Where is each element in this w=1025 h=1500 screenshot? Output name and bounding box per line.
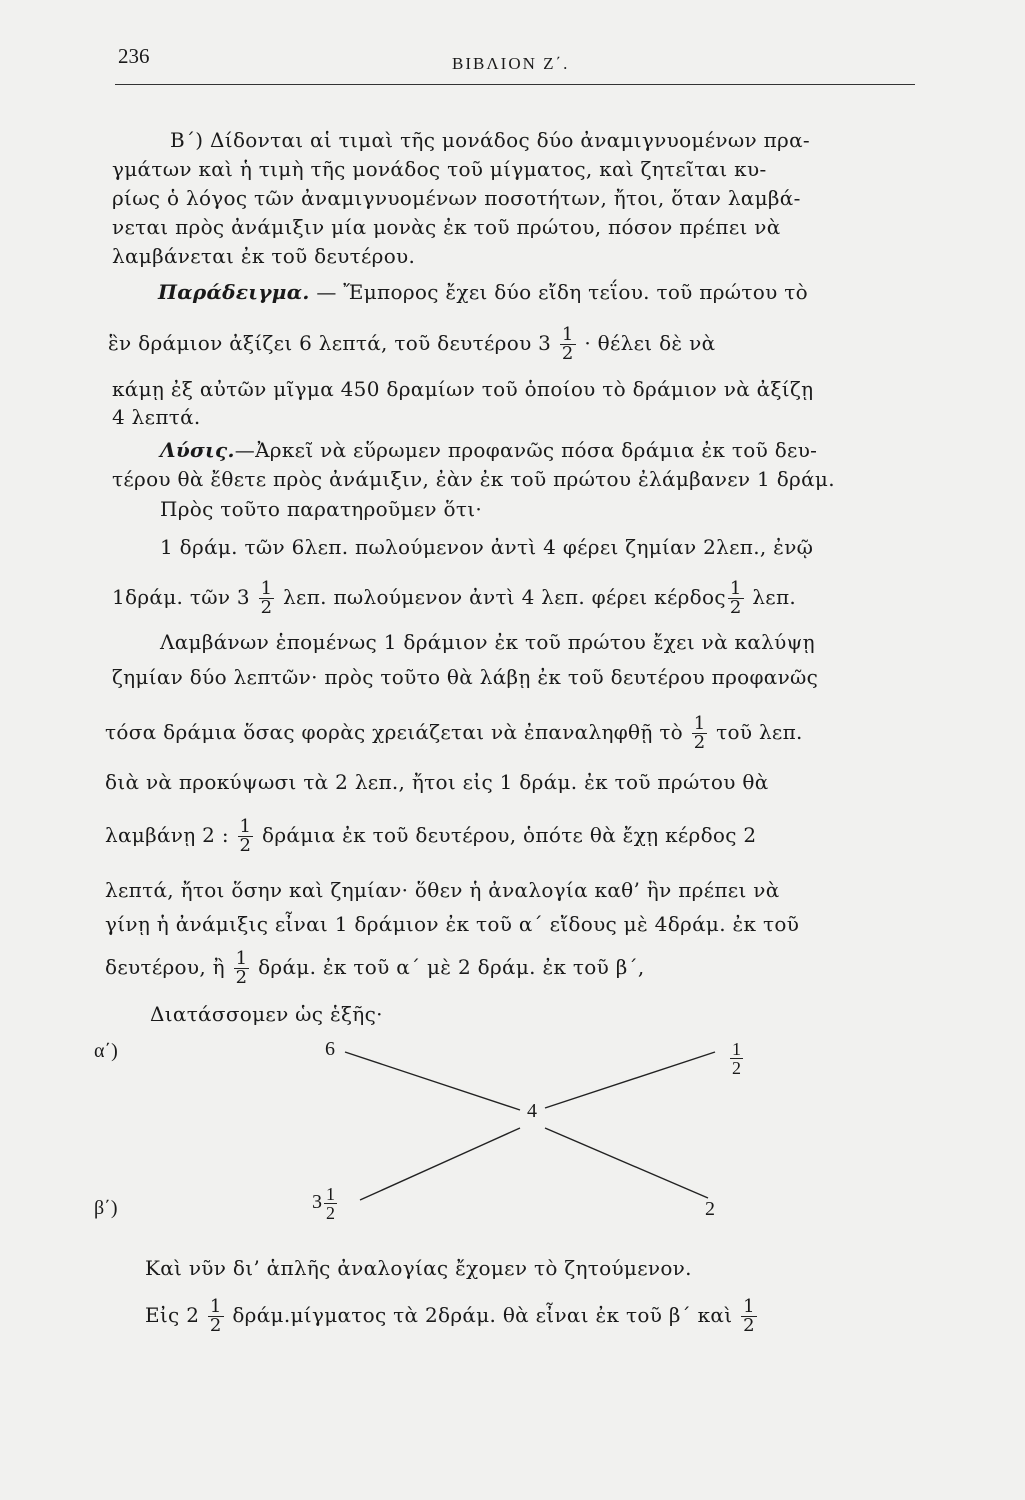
example-text: ἓν δράμιον ἀξίζει 6 λεπτά, τοῦ δευτέρου 3 <box>108 331 552 355</box>
fraction-half: $\frac{1}{2}$ <box>235 948 248 988</box>
closing-line: Καὶ νῦν δι’ ἁπλῆς ἀναλογίας ἔχομεν τὸ ζητούμενον. <box>145 1256 692 1280</box>
diagram-row-b-label: β΄) <box>94 1197 118 1219</box>
fraction-half: $\frac{1}{2}$ <box>693 713 706 753</box>
fraction-half: $\frac{1}{2}$ <box>732 1039 741 1078</box>
text-line: ρίως ὁ λόγος τῶν ἀναμιγνυομένων ποσοτήτων, ἤτοι, ὅταν λαμβά- <box>112 186 801 210</box>
solution-line: γίνῃ ἡ ἀνάμιξις εἶναι 1 δράμιον ἐκ τοῦ α΄ εἴδους μὲ 4δράμ. ἐκ τοῦ <box>105 912 800 936</box>
fraction-half: $\frac{1}{2}$ <box>260 578 273 618</box>
diagram-row-a-label: α΄) <box>94 1040 118 1062</box>
fraction-half: $\frac{1}{2}$ <box>729 578 742 618</box>
diagram-top-right-value <box>728 1040 745 1077</box>
solution-text: λεπ. <box>752 585 797 609</box>
solution-text: λαμβάνῃ 2 : <box>105 823 229 847</box>
example-text: — Ἔμπορος ἔχει δύο εἴδη τεΐου. τοῦ πρώτου τὸ <box>316 280 808 304</box>
example-line: κάμῃ ἐξ αὐτῶν μῖγμα 450 δραμίων τοῦ ὁποίου τὸ δράμιον νὰ ἀξίζῃ <box>112 377 814 401</box>
solution-text: τοῦ λεπ. <box>716 720 803 744</box>
diagram-line-top-right <box>545 1052 715 1108</box>
solution-text: λεπ. πωλούμενον ἀντὶ 4 λεπ. φέρει κέρδος <box>283 585 726 609</box>
diagram-line-top-left <box>345 1052 520 1110</box>
solution-line: Λαμβάνων ἑπομένως 1 δράμιον ἐκ τοῦ πρώτου ἔχει νὰ καλύψῃ <box>160 630 815 654</box>
solution-text: δράμ. ἐκ τοῦ α΄ μὲ 2 δράμ. ἐκ τοῦ β΄, <box>258 955 645 979</box>
solution-line: Πρὸς τοῦτο παρατηροῦμεν ὅτι· <box>160 497 483 521</box>
closing-text: Εἰς 2 <box>145 1303 200 1327</box>
fraction-half: $\frac{1}{2}$ <box>209 1296 222 1336</box>
solution-line: λεπτά, ἤτοι ὅσην καὶ ζημίαν· ὅθεν ἡ ἀναλογία καθ’ ἣν πρέπει νὰ <box>105 878 780 902</box>
fraction-half: $\frac{1}{2}$ <box>561 324 574 364</box>
solution-text: 1δράμ. τῶν 3 <box>112 585 250 609</box>
solution-line: τέρου θὰ ἔθετε πρὸς ἀνάμιξιν, ἐὰν ἐκ τοῦ πρώτου ἐλάμβανεν 1 δράμ. <box>112 467 835 491</box>
diagram-top-left-value: 6 <box>325 1038 335 1060</box>
solution-label: Λύσις. <box>160 438 235 462</box>
diagram-line-bottom-left <box>360 1128 520 1200</box>
page-number: 236 <box>118 44 150 68</box>
solution-line: ζημίαν δύο λεπτῶν· πρὸς τοῦτο θὰ λάβῃ ἐκ τοῦ δευτέρου προφανῶς <box>112 665 819 689</box>
text-line: γμάτων καὶ ἡ τιμὴ τῆς μονάδος τοῦ μίγματος, καὶ ζητεῖται κυ- <box>112 157 767 181</box>
solution-text: δράμια ἐκ τοῦ δευτέρου, ὁπότε θὰ ἔχῃ κέρδος 2 <box>261 823 757 847</box>
fraction-half: $\frac{1}{2}$ <box>239 816 252 856</box>
diagram-line-bottom-right <box>545 1128 708 1198</box>
closing-text: δράμ.μίγματος τὰ 2δράμ. θὰ εἶναι ἐκ τοῦ β΄ καὶ <box>232 1303 733 1327</box>
text-line: λαμβάνεται ἐκ τοῦ δευτέρου. <box>112 244 416 268</box>
text-line: Β΄) Δίδονται αἱ τιμαὶ τῆς μονάδος δύο ἀναμιγνυομένων πρα- <box>170 128 810 152</box>
solution-line: 1 δράμ. τῶν 6λεπ. πωλούμενον ἀντὶ 4 φέρει ζημίαν 2λεπ., ἐνῷ <box>160 535 814 559</box>
closing-line <box>145 1298 759 1335</box>
solution-text: τόσα δράμια ὅσας φορὰς χρειάζεται νὰ ἐπαναληφθῇ τὸ <box>105 720 684 744</box>
fraction-half: $\frac{1}{2}$ <box>326 1184 335 1223</box>
example-text: · θέλει δὲ νὰ <box>584 331 716 355</box>
diagram-bottom-left-value: 3 $\frac{1}{2}$ <box>312 1184 335 1223</box>
example-line: 4 λεπτά. <box>112 405 201 429</box>
solution-text: δευτέρου, ἢ <box>105 955 225 979</box>
solution-line: Διατάσσομεν ὡς ἑξῆς· <box>150 1002 383 1026</box>
solution-line: διὰ νὰ προκύψωσι τὰ 2 λεπ., ἤτοι εἰς 1 δράμ. ἐκ τοῦ πρώτου θὰ <box>105 770 769 794</box>
example-label: Παράδειγμα. <box>158 280 310 304</box>
text-line: νεται πρὸς ἀνάμιξιν μία μονὰς ἐκ τοῦ πρώτου, πόσον πρέπει νὰ <box>112 215 781 239</box>
diagram-bottom-right-value: 2 <box>705 1198 715 1220</box>
diagram-center-value: 4 <box>527 1100 537 1122</box>
running-title: ΒΙΒΛΙΟΝ Ζ΄. <box>452 54 570 73</box>
solution-text: —Ἀρκεῖ νὰ εὕρωμεν προφανῶς πόσα δράμια ἐκ τοῦ δευ- <box>234 438 818 462</box>
fraction-half: $\frac{1}{2}$ <box>743 1296 755 1336</box>
